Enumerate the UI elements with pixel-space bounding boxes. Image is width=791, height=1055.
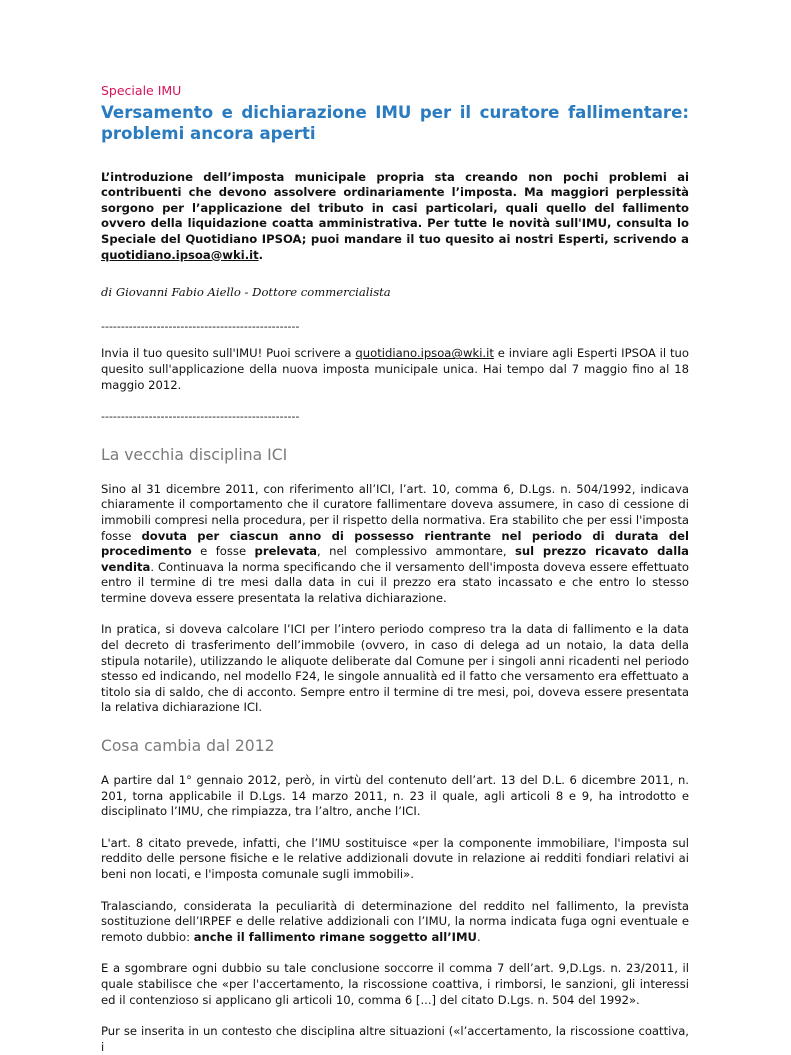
lead-text: L’introduzione dell’imposta municipale propria sta creando non pochi problemi ai contribuenti che devono assolvere ordinariamente l’imposta. Ma maggiori perplessità sorgono per l’applicazione del tributo in casi particolari, quali quello del fallimento ovvero della liquidazione coatta amministrativa. Per tutte le novità sull'IMU, consulta lo Speciale del Quotidiano IPSOA; puoi mandare il tuo quesito ai nostri Esperti, scrivendo a <box>101 169 689 246</box>
text-run: Sino al 31 dicembre 2011, con riferimento all’ICI, l’art. 10, comma 6, D.Lgs. n. 504/1992, indicava chiaramente il comportamento che il curatore fallimentare doveva assumere, in caso di cessione di immobili compresi nella procedura, per il rispetto della normativa. Era stabilito che per essi l'imposta fosse <box>101 481 689 543</box>
body-paragraph: E a sgombrare ogni dubbio su tale conclusione soccorre il comma 7 dell’art. 9,D.Lgs. n. 23/2011, il quale stabilisce che «per l'accertamento, la riscossione coattiva, i rimborsi, le sanzioni, gli interessi ed il contenzioso si applicano gli articoli 10, comma 6 [...] del citato D.Lgs. n. 504 del 1992». <box>101 961 689 1007</box>
ask-email-link[interactable]: quotidiano.ipsoa@wki.it <box>355 346 494 361</box>
ask-text: Invia il tuo quesito sull'IMU! Puoi scrivere a <box>101 346 356 361</box>
section-heading: Cosa cambia dal 2012 <box>101 737 275 756</box>
text-run: e fosse <box>191 544 255 559</box>
article-title: Versamento e dichiarazione IMU per il curatore fallimentare: problemi ancora aperti <box>101 102 689 143</box>
body-paragraph: L'art. 8 citato prevede, infatti, che l’IMU sostituisce «per la componente immobiliare, l'imposta sul reddito delle persone fisiche e le relative addizionali dovute in relazione ai redditi fondiari relativi ai beni non locati, e l'imposta comunale sugli immobili». <box>101 835 689 881</box>
bold-text: prelevata <box>254 544 318 559</box>
ask-text-end: e inviare agli Esperti IPSOA il tuo quesito sull'applicazione della nuova imposta municipale unica. Hai tempo dal 7 maggio fino al 18 maggio 2012. <box>101 346 689 392</box>
document-page <box>101 83 689 1055</box>
body-paragraph: Pur se inserita in un contesto che disciplina altre situazioni («l’accertamento, la riscossione coattiva, i <box>101 1024 689 1054</box>
text-run: . <box>476 929 481 944</box>
section-kicker: Speciale IMU <box>101 83 182 98</box>
text-run: Tralasciando, considerata la peculiarità di determinazione del reddito nel fallimento, la prevista sostituzione dell’IRPEF e delle relative addizionali con l’IMU, la norma indicata fuga ogni eventuale e remoto dubbio: <box>101 898 689 944</box>
section-heading: La vecchia disciplina ICI <box>101 445 288 464</box>
bold-text: sul prezzo ricavato dalla vendita <box>101 544 690 574</box>
lead-text-end: . <box>258 247 264 262</box>
text-run: , nel complessivo ammontare, <box>317 544 515 559</box>
body-paragraph <box>101 899 689 946</box>
lead-email-link[interactable]: quotidiano.ipsoa@wki.it <box>101 247 259 262</box>
dashed-separator: -------------------------------------------------- <box>101 319 300 333</box>
dashed-separator: -------------------------------------------------- <box>101 410 300 424</box>
bold-text: dovuta per ciascun anno di possesso rientrante nel periodo di durata del procedimento <box>101 528 690 559</box>
text-run: . Continuava la norma specificando che il versamento dell'imposta doveva essere effettuato entro il termine di tre mesi dalla data in cui il prezzo era stato incassato e che entro lo stesso termine doveva essere presentata la relativa dichiarazione. <box>101 559 689 605</box>
lead-paragraph <box>101 170 689 264</box>
body-paragraph: A partire dal 1° gennaio 2012, però, in virtù del contenuto dell’art. 13 del D.L. 6 dicembre 2011, n. 201, torna applicabile il D.Lgs. 14 marzo 2011, n. 23 il quale, agli articoli 8 e 9, ha introdotto e disciplinato l’IMU, che rimpiazza, tra l’altro, anche l’ICI. <box>101 773 689 819</box>
body-paragraph: In pratica, si doveva calcolare l’ICI per l’intero periodo compreso tra la data di fallimento e la data del decreto di trasferimento dell’immobile (ovvero, in caso di delega ad un notaio, la data della stipula notarile), utilizzando le aliquote deliberate dal Comune per i singoli anni ricadenti nel periodo stesso ed indicando, nel modello F24, le singole annualità ed il fatto che versamento era effettuato a titolo sia di saldo, che di acconto. Sempre entro il termine di tre mesi, poi, doveva essere presentata la relativa dichiarazione ICI. <box>101 622 689 715</box>
body-paragraph <box>101 482 689 607</box>
bold-text: anche il fallimento rimane soggetto all’IMU <box>193 929 477 944</box>
author-byline: di Giovanni Fabio Aiello - Dottore commercialista <box>101 285 391 300</box>
question-invite-paragraph <box>101 346 689 393</box>
